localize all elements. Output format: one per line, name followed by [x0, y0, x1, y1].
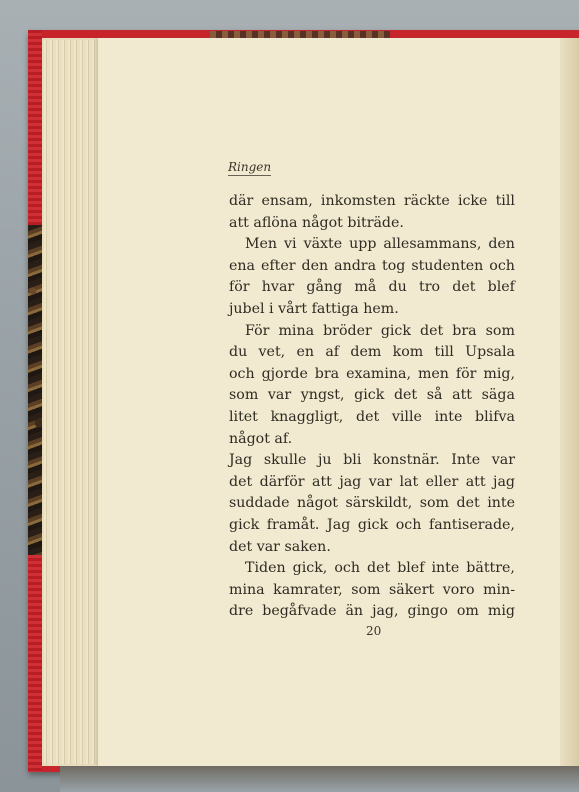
text-line	[229, 493, 515, 515]
word: gick	[229, 516, 260, 533]
word: det	[355, 408, 380, 425]
word: vi	[284, 236, 297, 253]
word: det	[366, 560, 391, 577]
word: säkert	[388, 581, 435, 598]
word: examina,	[346, 365, 412, 382]
text-line	[229, 472, 515, 494]
word: Men	[245, 236, 278, 253]
word: räckte	[403, 193, 450, 209]
text-line	[229, 364, 515, 386]
word: yngst,	[300, 387, 345, 404]
word: och	[395, 516, 422, 533]
word: hvar	[261, 279, 295, 296]
word: den	[301, 257, 329, 274]
word: må	[354, 279, 377, 296]
word: till	[495, 193, 515, 209]
text-line	[229, 277, 515, 299]
text-line	[229, 342, 515, 364]
word: För	[245, 322, 270, 339]
word: var	[491, 452, 515, 469]
word: till	[434, 344, 454, 361]
text-line	[229, 191, 515, 213]
word: ville	[391, 408, 422, 425]
word: Tiden	[245, 560, 286, 577]
word: mina	[229, 581, 265, 598]
word: att	[452, 387, 473, 404]
word: du	[229, 344, 248, 361]
word: som	[485, 322, 515, 339]
word: lat	[399, 473, 419, 490]
word: för	[229, 279, 250, 296]
page-number: 20	[366, 624, 382, 638]
word: mig,	[483, 365, 515, 382]
word: inte	[434, 408, 463, 425]
word: gick	[380, 322, 411, 339]
word: kamrater,	[273, 581, 343, 598]
word: gick,	[292, 560, 328, 577]
word: det	[456, 495, 480, 512]
word: Jag	[229, 452, 253, 469]
word: suddade	[229, 495, 290, 512]
bottom-shadow	[60, 766, 579, 792]
word: jag	[339, 473, 362, 490]
word: blifva	[475, 408, 515, 425]
word: säga	[481, 387, 515, 404]
word: bli	[343, 452, 362, 469]
word: skulle	[263, 452, 307, 469]
word: det	[452, 279, 476, 296]
word: gjorde	[261, 365, 308, 382]
word: blef	[397, 560, 425, 577]
word: bra	[314, 365, 340, 382]
word: tog	[382, 257, 406, 274]
text-line: det var saken.	[229, 538, 331, 555]
text-line	[229, 321, 515, 343]
word: dre	[229, 603, 254, 620]
word: därför	[259, 473, 305, 490]
text-line: jubel i vårt fattiga hem.	[229, 300, 399, 317]
body-text	[229, 191, 515, 623]
word: jag,	[372, 603, 399, 620]
text-line	[229, 580, 515, 602]
word: du	[388, 279, 407, 296]
text-line: att aflöna något biträde.	[229, 214, 404, 231]
word: som	[419, 495, 450, 512]
word: att	[465, 473, 486, 490]
text-line	[229, 601, 515, 623]
word: var	[267, 387, 292, 404]
word: det	[420, 322, 444, 339]
word: att	[312, 473, 332, 490]
word: som	[229, 387, 259, 404]
word: blef	[487, 279, 515, 296]
word: och	[489, 257, 515, 274]
word: för	[455, 365, 477, 382]
word: var	[368, 473, 392, 490]
text-line	[229, 256, 515, 278]
word: efter	[260, 257, 296, 274]
word: begåfvade	[262, 603, 337, 620]
word: det	[393, 387, 418, 404]
word: bröder	[323, 322, 372, 339]
word: som	[351, 581, 381, 598]
word: af	[325, 344, 340, 361]
word: bättre,	[466, 560, 515, 577]
word: dem	[350, 344, 382, 361]
text-line: något af.	[229, 430, 293, 447]
word: gick	[357, 516, 389, 533]
word: där	[229, 193, 254, 209]
word: konstnär.	[373, 452, 440, 469]
word: och	[229, 365, 255, 382]
running-head: Ringen	[228, 160, 272, 174]
word: jag	[493, 473, 515, 490]
facing-page-edge	[560, 38, 579, 766]
word: och	[334, 560, 360, 577]
word: men	[417, 365, 449, 382]
text-line	[229, 385, 515, 407]
word: vet,	[258, 344, 286, 361]
word: upp	[349, 236, 377, 253]
word: särskildt,	[345, 495, 413, 512]
text-line	[229, 234, 515, 256]
word: voro	[442, 581, 475, 598]
word: icke	[457, 193, 488, 209]
word: framåt.	[266, 516, 320, 533]
word: fantiserade,	[428, 516, 515, 533]
word: än	[345, 603, 364, 620]
word: inte	[487, 495, 515, 512]
word: gingo	[407, 603, 448, 620]
word: Jag	[327, 516, 351, 533]
word: allesammans,	[383, 236, 482, 253]
word: ensam,	[261, 193, 313, 209]
word: ena	[229, 257, 255, 274]
word: Inte	[451, 452, 481, 469]
word: gång	[306, 279, 343, 296]
word: det	[229, 473, 253, 490]
word: inkomsten	[320, 193, 396, 209]
word: min-	[483, 581, 515, 598]
word: Upsala	[465, 344, 515, 361]
word: om	[456, 603, 479, 620]
word: något	[297, 495, 338, 512]
word: kom	[392, 344, 424, 361]
word: mina	[278, 322, 315, 339]
word: inte	[431, 560, 460, 577]
word: växte	[303, 236, 343, 253]
word: ju	[318, 452, 332, 469]
word: en	[296, 344, 315, 361]
text-line	[229, 515, 515, 537]
word: gick	[354, 387, 385, 404]
word: andra	[334, 257, 377, 274]
word: så	[426, 387, 443, 404]
word: bra	[452, 322, 477, 339]
word: tro	[419, 279, 441, 296]
word: den	[488, 236, 515, 253]
text-line	[229, 558, 515, 580]
page-edges	[44, 40, 104, 764]
word: litet	[229, 408, 258, 425]
text-line	[229, 407, 515, 429]
word: knaggligt,	[270, 408, 344, 425]
text-line	[229, 450, 515, 472]
word: mig	[487, 603, 515, 620]
word: eller	[425, 473, 459, 490]
word: studenten	[411, 257, 484, 274]
